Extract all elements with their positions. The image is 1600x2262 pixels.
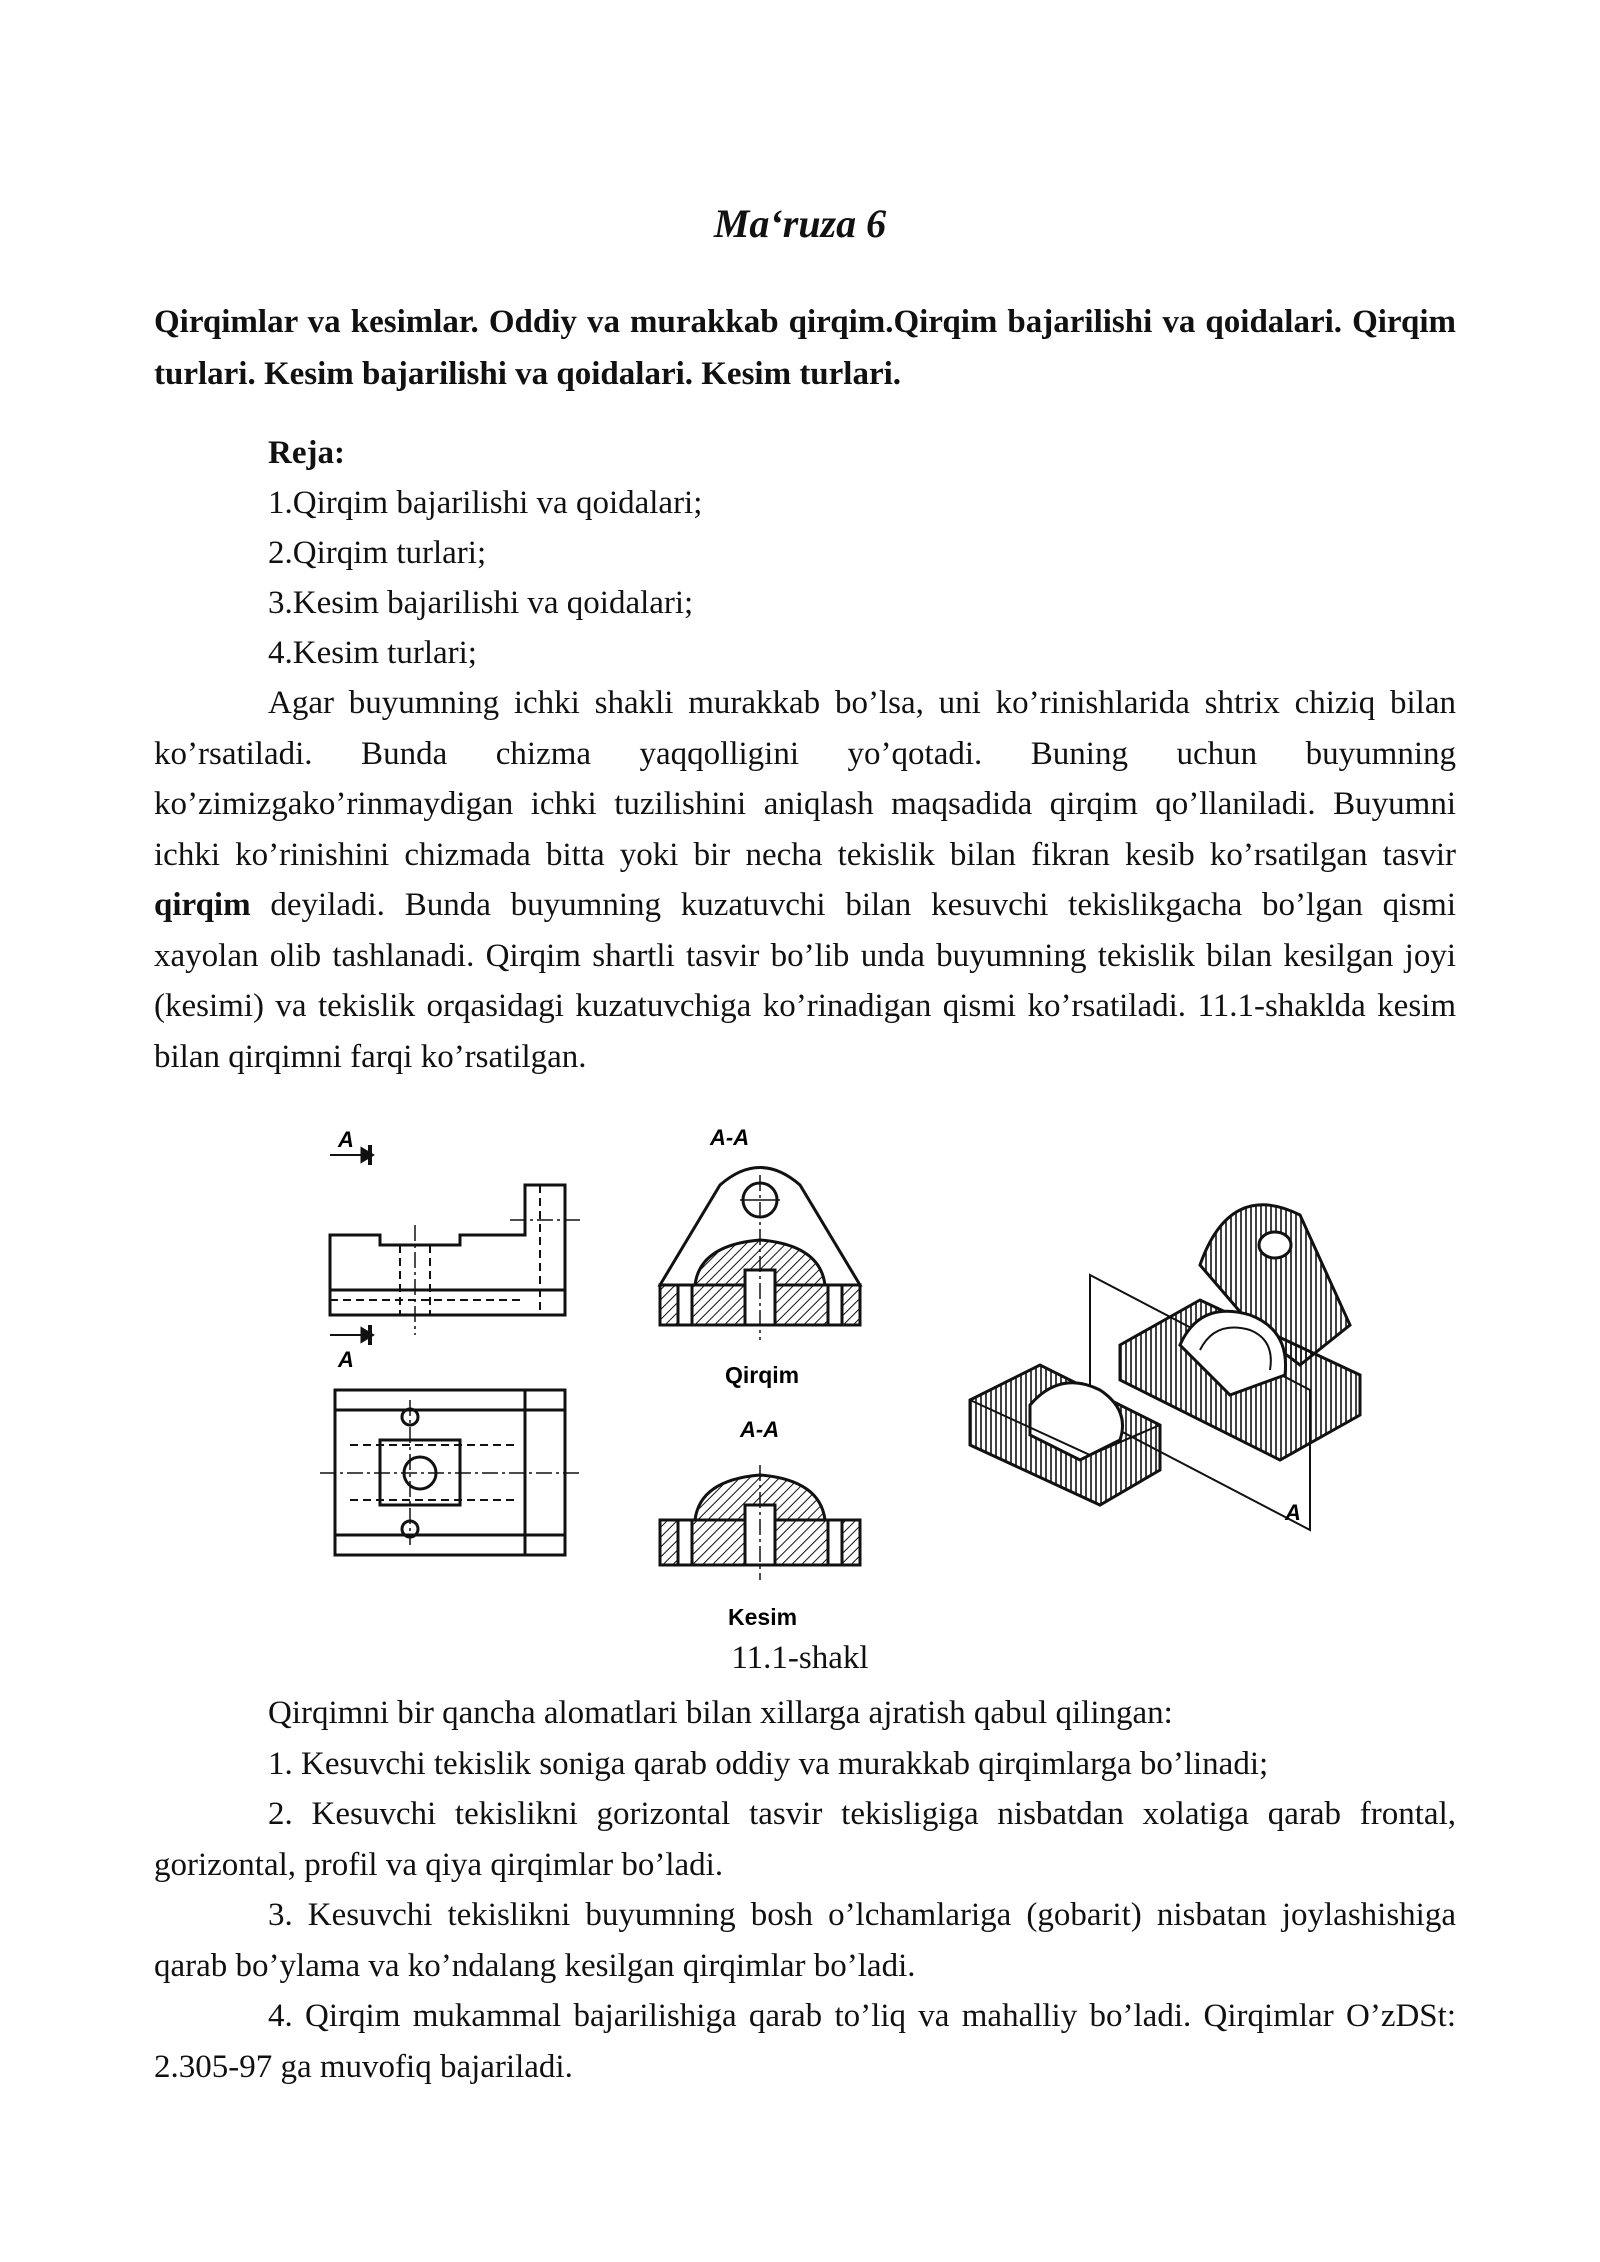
cut-letter-top: A [338,1127,354,1152]
section-top-title: A-A [710,1125,750,1150]
intro-term-bold: qirqim [154,887,251,923]
front-view-drawing [330,1145,580,1345]
plane-letter: A [1285,1500,1301,1525]
intro-text-2: deyiladi. Bunda buyumning kuzatuvchi bilan kesuvchi tekislikgacha bo’lgan qismi xayolan olib tashlanadi. Qirqim shartli tasvir bo’lib unda buyumning tekislik bilan kesilgan joyi (kesimi) va tekislik orqasidagi kuzatuvchiga ko’rinadigan qismi ko’rsatiladi. 11.1-shaklda kesim bilan qirqimni farqi ko’rsatilgan. [154,887,1456,1075]
figure-11-1 [300,1125,1420,1645]
plan-block [268,428,702,678]
classification-item: 1. Kesuvchi tekislik soniga qarab oddiy va murakkab qirqimlarga bo’linadi; [268,1745,1269,1782]
intro-paragraph [154,678,1456,1082]
qirqim-drawing [660,1168,860,1341]
plan-label: Reja: [268,435,345,471]
lecture-heading: Qirqimlar va kesimlar. Oddiy va murakkab qirqim.Qirqim bajarilishi va qoidalari. Qirqim turlari. Kesim bajarilishi va qoidalari. Kesim turlari. [154,304,1456,392]
classification-item: 2. Kesuvchi tekislikni gorizontal tasvir tekisligiga nisbatdan xolatiga qarab frontal, gorizontal, profil va qiya qirqimlar bo’ladi. [154,1796,1456,1883]
classification-section [154,1688,1456,2092]
plan-item: 1.Qirqim bajarilishi va qoidalari; [268,485,703,521]
classification-item: 3. Kesuvchi tekislikni buyumning bosh o’lchamlariga (gobarit) nisbatan joylashishiga qarab bo’ylama va ko’ndalang kesilgan qirqimlar bo’ladi. [154,1897,1456,1984]
figure-caption: 11.1-shakl [731,1640,869,1676]
isometric-cut-drawing [970,1205,1360,1530]
cut-letter-bottom: A [338,1347,354,1372]
lecture-title: Ma‘ruza 6 [713,201,887,246]
qirqim-caption: Qirqim [725,1362,800,1388]
kesim-drawing [660,1465,860,1580]
section-bottom-title: A-A [740,1417,780,1442]
plan-item: 4.Kesim turlari; [268,635,477,671]
intro-text-1: Agar buyumning ichki shakli murakkab bo’lsa, uni ko’rinishlarida shtrix chiziq bilan ko’rsatiladi. Bunda chizma yaqqolligini yo’qotadi. Buning uchun buyumning ko’zimizgako’rinmaydigan ichki tuzilishini aniqlash maqsadida qirqim qo’llaniladi. Buyumni ichki ko’rinishini chizmada bitta yoki bir necha tekislik bilan fikran kesib ko’rsatilgan tasvir [154,685,1456,873]
classification-item: 4. Qirqim mukammal bajarilishiga qarab to’liq va mahalliy bo’ladi. Qirqimlar O’zDSt: 2.305-97 ga muvofiq bajariladi. [154,1998,1456,2085]
kesim-caption: Kesim [728,1604,798,1630]
plan-item: 3.Kesim bajarilishi va qoidalari; [268,585,694,621]
classification-intro: Qirqimni bir qancha alomatlari bilan xillarga ajratish qabul qilingan: [268,1695,1173,1731]
plan-item: 2.Qirqim turlari; [268,535,487,571]
top-view-drawing [320,1390,580,1555]
